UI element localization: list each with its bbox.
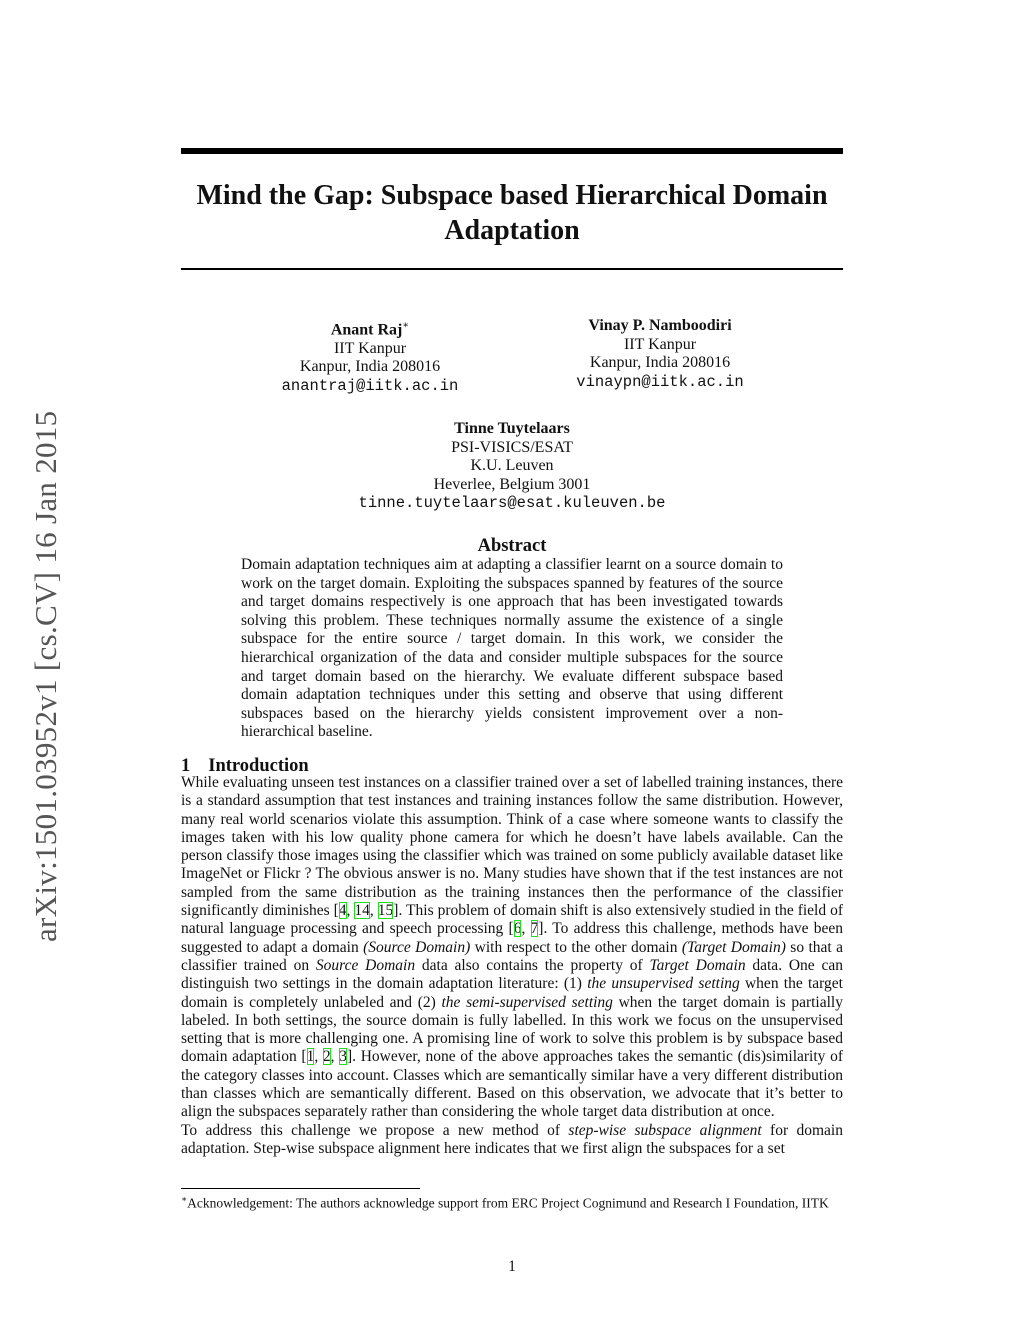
- arxiv-identifier[interactable]: arXiv:1501.03952v1 [cs.CV] 16 Jan 2015: [28, 410, 63, 942]
- footnote-text: Acknowledgement: The authors acknowledge support from ERC Project Cognimund and Research I Foundation, IITK: [187, 1195, 829, 1211]
- footnote-rule: [181, 1188, 420, 1189]
- section-title: Introduction: [208, 756, 309, 776]
- author-address: Kanpur, India 208016: [299, 358, 441, 376]
- citation-link[interactable]: 4: [338, 902, 347, 920]
- citation-link[interactable]: 2: [322, 1048, 331, 1066]
- arxiv-stamp: [0, 0, 63, 942]
- title-rule-top: [181, 148, 843, 154]
- author-address: Heverlee, Belgium 3001: [433, 475, 591, 493]
- author-email[interactable]: vinaypn@iitk.ac.in: [576, 372, 744, 391]
- page-number: 1: [508, 1258, 516, 1275]
- citation-link[interactable]: 6: [513, 920, 522, 938]
- author-email[interactable]: anantraj@iitk.ac.in: [281, 376, 459, 395]
- citation-link[interactable]: 3: [339, 1048, 347, 1066]
- introduction-body: [181, 774, 843, 1158]
- author-institution: K.U. Leuven: [470, 457, 554, 474]
- author-footnote-mark: ∗: [402, 320, 410, 331]
- author-affiliation: PSI-VISICS/ESAT: [451, 438, 573, 456]
- abstract-heading: Abstract: [477, 536, 547, 556]
- author-block-2: [540, 317, 780, 391]
- author-affiliation: IIT Kanpur: [623, 335, 697, 353]
- author-email[interactable]: tinne.tuytelaars@esat.kuleuven.be: [358, 494, 666, 512]
- paragraph: While evaluating unseen test instances on a classifier trained over a set of labelled training instances, there is a standard assumption that test instances and training instances follow the same distribution. However, many real world scenarios violate this assumption. Think of a case where someone wants to classify the images taken with his low quality phone camera for which he doesn’t have labels available. Can the person classify those images using the classifier which was trained on some publicly available dataset like ImageNet or Flickr ? The obvious answer is no. Many studies have shown that if the test instances are not sampled from the same distribution as the training instances then the performance of the classifier significantly diminishes [4, 14, 15]. This problem of domain shift is also extensively studied in the field of natural language processing and speech processing [6, 7]. To address this challenge, methods have been suggested to adapt a domain (Source Domain) with respect to the other domain (Target Domain) so that a classifier trained on Source Domain data also contains the property of Target Domain data. One can distinguish two settings in the domain adaptation literature: (1) the unsupervised setting when the target domain is completely unlabeled and (2) the semi-supervised setting when the target domain is partially labeled. In both settings, the source domain is fully labelled. In this work we focus on the unsupervised setting that is more challenging one. A promising line of work to solve this problem is by subspace based domain adaptation [1, 2, 3]. However, none of the above approaches takes the semantic (dis)similarity of the category classes into account. Classes which are semantically similar have a very different distribution than classes which are semantically different. Based on this observation, we advocate that it’s better to align the subspaces separately rather than considering the whole target data distribution at once.: [181, 774, 844, 1121]
- title-rule-bottom: [181, 268, 843, 270]
- citation-link[interactable]: 7: [530, 920, 539, 938]
- author-address: Kanpur, India 208016: [589, 354, 731, 371]
- citation-link[interactable]: 15: [377, 902, 394, 920]
- author-affiliation: IIT Kanpur: [333, 339, 407, 357]
- citation-link[interactable]: 1: [306, 1048, 315, 1066]
- footnote-mark: ∗: [181, 1194, 188, 1204]
- author-block-1: [250, 317, 490, 395]
- author-name: Vinay P. Namboodiri: [588, 317, 732, 334]
- author-block-3: [312, 420, 712, 513]
- paper-title: Mind the Gap: Subspace based Hierarchical Domain Adaptation: [196, 180, 828, 246]
- paragraph: To address this challenge we propose a new method of step-wise subspace alignment for domain adaptation. Step-wise subspace alignment here indicates that we first align the subspaces for a set: [181, 1121, 843, 1157]
- abstract-text: Domain adaptation techniques aim at adapting a classifier learnt on a source domain to work on the target domain. Exploiting the subspaces spanned by features of the source and target domains respectively is one approach that has been investigated towards solving this problem. These techniques normally assume the existence of a single subspace for the entire source / target domain. In this work, we consider the hierarchical organization of the data and consider multiple subspaces for the source and target domain based on the hierarchy. We evaluate different subspace based domain adaptation techniques under this setting and observe that using different subspaces based on the hierarchy yields consistent improvement over a non-hierarchical baseline.: [241, 556, 783, 741]
- section-number: 1: [181, 756, 191, 776]
- footnote: [181, 1191, 843, 1212]
- citation-link[interactable]: 14: [354, 902, 370, 920]
- author-name: Anant Raj: [330, 321, 403, 339]
- author-name: Tinne Tuytelaars: [454, 420, 570, 437]
